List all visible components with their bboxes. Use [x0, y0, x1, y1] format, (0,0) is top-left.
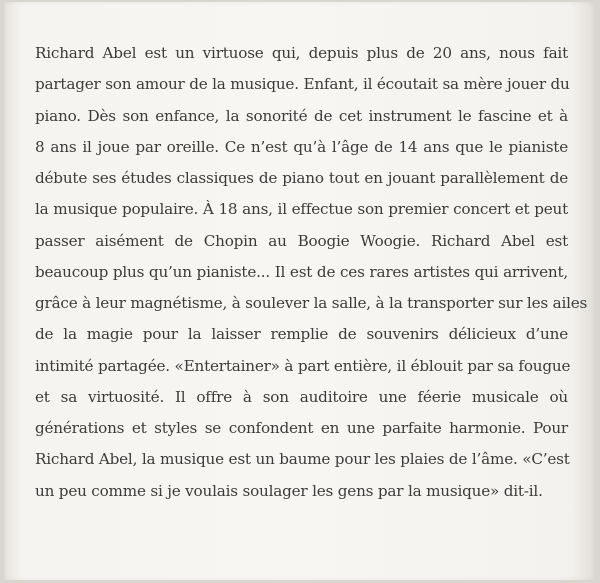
text-line-1: Richard Abel est un virtuose qui, depuis plus de 20 ans, nous fait [35, 44, 568, 62]
text-line-9: grâce à leur magnétisme, à soulever la salle, à la transporter sur les ailes [35, 294, 588, 312]
text-line-11: intimité partagée. «Entertainer» à part entière, il éblouit par sa fougue [35, 356, 571, 375]
text-line-3: piano. Dès son enfance, la sonorité de cet instrument le fascine et à [35, 106, 568, 125]
text-line-13: générations et styles se confondent en une parfaite harmonie. Pour [35, 419, 568, 437]
text-line-5: débute ses études classiques de piano tout en jouant parallèlement de [35, 169, 568, 187]
text-line-12: et sa virtuosité. Il offre à son auditoire une féerie musicale où [35, 387, 568, 406]
biography-paragraph [35, 38, 588, 507]
text-line-6: la musique populaire. À 18 ans, il effectue son premier concert et peut [35, 200, 568, 219]
text-line-8: beaucoup plus qu’un pianiste... Il est de ces rares artistes qui arrivent, [35, 262, 568, 281]
text-line-7: passer aisément de Chopin au Boogie Woogie. Richard Abel est [35, 231, 568, 250]
text-line-14: Richard Abel, la musique est un baume pour les plaies de l’âme. «C’est [35, 450, 570, 469]
text-line-2: partager son amour de la musique. Enfant, il écoutait sa mère jouer du [35, 75, 570, 94]
paper-sheet [4, 2, 594, 580]
text-line-15: un peu comme si je voulais soulager les gens par la musique» dit-il. [35, 481, 543, 500]
text-line-4: 8 ans il joue par oreille. Ce n’est qu’à l’âge de 14 ans que le pianiste [35, 137, 568, 156]
text-line-10: de la magie pour la laisser remplie de souvenirs délicieux d’une [35, 325, 568, 344]
